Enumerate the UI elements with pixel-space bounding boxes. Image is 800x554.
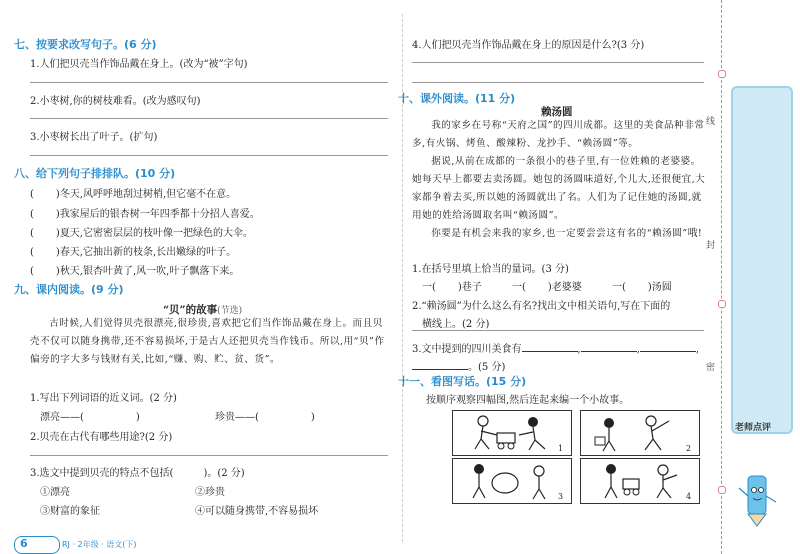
s8-item: ( )夏天,它密密层层的枝叶像一把绿色的大伞。 (30, 228, 253, 239)
section-8-header: 八、给下列句子排排队。(10 分) (14, 167, 176, 180)
page-number: 6 (20, 537, 28, 550)
panel-number-3: 3 (558, 492, 564, 501)
s10-paragraph-2: 据说,从前在成都的一条很小的巷子里,有一位姓赖的老婆婆。她每天早上都要去卖汤圆。她包的汤圆味道好,个儿大,还很便宜,大家都争着去买,所以她的汤圆就出了名。人们为了记住她的汤圆,就用她的姓给汤圆取名叫“赖汤圆”。 (412, 156, 706, 221)
panel-number-4: 4 (686, 492, 692, 501)
s9-question-3: 3.选文中提到贝壳的特点不包括( )。(2 分) (30, 468, 245, 479)
s9-passage-title: “贝”的故事(节选) (163, 304, 243, 316)
s10-q3-blank-2[interactable] (581, 351, 637, 352)
s10-passage-title: 赖汤圆 (541, 106, 573, 118)
s8-item: ( )春天,它抽出新的枝条,长出嫩绿的叶子。 (30, 247, 237, 258)
section-11-header: 十一、看图写话。(15 分) (398, 375, 527, 388)
binding-line (721, 0, 722, 554)
s10-question-2-line-1: 2.“赖汤圆”为什么这么有名?找出文中相关语句,写在下面的 (412, 301, 671, 312)
s7-question-2: 2.小枣树,你的树枝难看。(改为感叹句) (30, 96, 201, 107)
s9-q1-a: 漂亮——( ) (40, 412, 140, 423)
s8-item: ( )秋天,银杏叶黄了,风一吹,叶子飘落下来。 (30, 266, 240, 277)
footer-text: RJ · 2年级 · 语文(下) (62, 540, 137, 549)
s7-question-3: 3.小枣树长出了叶子。(扩句) (30, 132, 158, 143)
s9-option-4[interactable]: ④可以随身携带,不容易损坏 (195, 506, 319, 517)
section-9-header: 九、课内阅读。(9 分) (14, 283, 124, 296)
binding-char-secret: 密 (706, 363, 716, 373)
picture-panel-2 (580, 410, 700, 456)
s10-question-2-line-2: 横线上。(2 分) (422, 319, 490, 330)
s9-question-2: 2.贝壳在古代有哪些用途?(2 分) (30, 432, 173, 443)
s7-answer-line-3[interactable] (30, 155, 388, 156)
boys-meeting-illustration (581, 411, 699, 455)
s7-answer-line-2[interactable] (30, 118, 388, 119)
s9-question-4: 4.人们把贝壳当作饰品戴在身上的原因是什么?(3 分) (412, 40, 645, 51)
s10-q3-blank-1[interactable] (522, 351, 578, 352)
s9-option-3[interactable]: ③财富的象征 (40, 506, 100, 517)
s9-option-1[interactable]: ①漂亮 (40, 487, 70, 498)
s9-answer-line-4b[interactable] (412, 82, 704, 83)
teacher-comment-panel[interactable] (731, 86, 793, 434)
s9-q1-b: 珍贵——( ) (215, 412, 315, 423)
s9-question-1: 1.写出下列词语的近义词。(2 分) (30, 393, 177, 404)
boy-carrying-sack-illustration (453, 459, 571, 503)
panel-number-2: 2 (686, 444, 692, 453)
binding-hole (718, 70, 726, 78)
s9-answer-line-2[interactable] (30, 455, 388, 456)
s9-option-2[interactable]: ②珍贵 (195, 487, 225, 498)
s10-paragraph-3: 你要是有机会来我的家乡,也一定要尝尝这有名的“赖汤圆”哦! (431, 228, 703, 239)
section-10-header: 十、课外阅读。(11 分) (398, 92, 516, 105)
s10-question-1: 1.在括号里填上恰当的量词。(3 分) (412, 264, 569, 275)
binding-hole (718, 486, 726, 494)
s10-q1-item-1: 一( )巷子 (422, 282, 482, 293)
picture-panel-4 (580, 458, 700, 504)
s9-passage: 古时候,人们觉得贝壳很漂亮,很珍贵,喜欢把它们当作饰品戴在身上。而且贝壳不仅可以随身携带,还不容易损坏,于是古人还把贝壳当作钱币。所以,用“贝”作偏旁的字大多与钱财有关,比如,“赚、购、贮、贫、货”。 (30, 318, 385, 365)
pencil-mascot-icon (734, 470, 782, 530)
s10-q3-blank-4[interactable] (412, 369, 468, 370)
teacher-comment-label: 老师点评 (735, 423, 772, 433)
boys-pushing-cart-illustration (453, 411, 571, 455)
binding-char-line: 线 (706, 117, 716, 127)
s11-instruction: 按顺序观察四幅图,然后连起来编一个小故事。 (426, 395, 630, 406)
s9-answer-line-4a[interactable] (412, 62, 704, 63)
s10-paragraph-1: 我的家乡在号称“天府之国”的四川成都。这里的美食品种非常多,有火锅、烤鱼、酸辣粉、龙抄手、“赖汤圆”等。 (412, 120, 705, 149)
s10-question-3: 3.文中提到的四川美食有 , , , (412, 344, 700, 355)
panel-number-1: 1 (558, 444, 564, 453)
s7-answer-line-1[interactable] (30, 82, 388, 83)
picture-panel-1 (452, 410, 572, 456)
s10-question-3-tail: 。(5 分) (412, 358, 505, 373)
s8-item: ( )冬天,风呼呼地刮过树梢,但它毫不在意。 (30, 189, 237, 200)
binding-hole (718, 300, 726, 308)
s10-q1-item-3: 一( )汤圆 (612, 282, 672, 293)
s7-question-1: 1.人们把贝壳当作饰品戴在身上。(改为“被”字句) (30, 59, 248, 70)
section-7-header: 七、按要求改写句子。(6 分) (14, 38, 157, 51)
picture-panel-3 (452, 458, 572, 504)
s10-answer-line-2[interactable] (412, 330, 704, 331)
s10-q3-blank-3[interactable] (640, 351, 696, 352)
boys-with-cart-illustration (581, 459, 699, 503)
s8-item: ( )我家屋后的银杏树一年四季都十分招人喜爱。 (30, 209, 260, 220)
binding-char-seal: 封 (706, 241, 716, 251)
s10-q1-item-2: 一( )老婆婆 (512, 282, 582, 293)
